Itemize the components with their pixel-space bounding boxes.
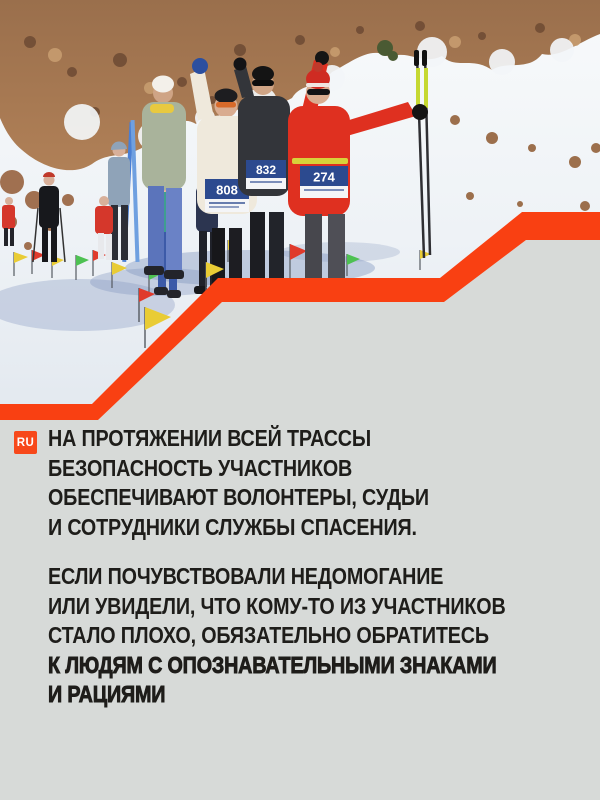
- black-glove: [234, 58, 247, 71]
- sunglasses: [307, 89, 330, 95]
- instruction-paragraph: [48, 562, 506, 710]
- ru-language-badge: RU: [14, 431, 37, 454]
- text-line: ЕСЛИ ПОЧУВСТВОВАЛИ НЕДОМОГАНИЕ: [48, 563, 444, 589]
- text-line: ОБЕСПЕЧИВАЮТ ВОЛОНТЕРЫ, СУДЬИ: [48, 484, 429, 510]
- text-line-bold: И РАЦИЯМИ: [48, 681, 166, 707]
- text-line: ИЛИ УВИДЕЛИ, ЧТО КОМУ-ТО ИЗ УЧАСТНИКОВ: [48, 592, 506, 619]
- bib-number-right: 274: [313, 169, 335, 185]
- safety-paragraph: [48, 424, 429, 542]
- text-line-bold: К ЛЮДЯМ С ОПОЗНАВАТЕЛЬНЫМИ ЗНАКАМИ: [48, 651, 497, 678]
- racer-sage-jacket: [142, 76, 186, 280]
- bib-number-center: 832: [255, 163, 277, 177]
- race-bib-right: [300, 166, 348, 198]
- bib-number-left: 808: [216, 182, 238, 198]
- race-bib-center: [246, 160, 286, 189]
- text-line: БЕЗОПАСНОСТЬ УЧАСТНИКОВ: [48, 454, 353, 481]
- blue-glove: [192, 58, 208, 74]
- text-line: И СОТРУДНИКИ СЛУЖБЫ СПАСЕНИЯ.: [48, 513, 417, 540]
- text-line: НА ПРОТЯЖЕНИИ ВСЕЙ ТРАССЫ: [48, 425, 372, 451]
- sunglasses: [216, 102, 236, 108]
- sunglasses: [252, 80, 274, 86]
- black-glove: [412, 104, 428, 120]
- text-line: СТАЛО ПЛОХО, ОБЯЗАТЕЛЬНО ОБРАТИТЕСЬ: [48, 622, 489, 648]
